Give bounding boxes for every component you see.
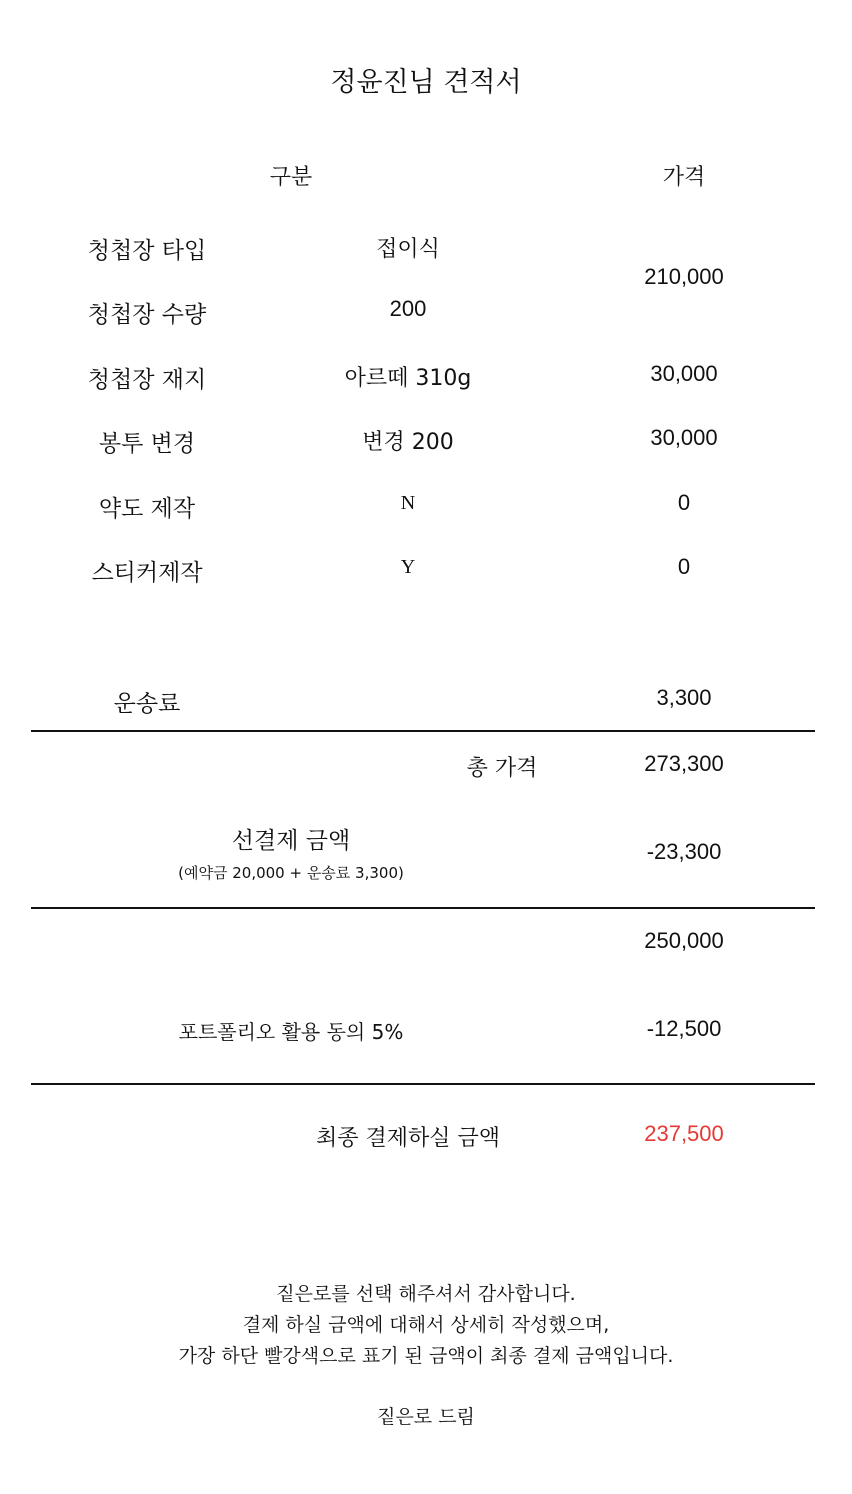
item-label-invitation-quantity: 청첩장 수량 [87, 302, 207, 328]
page-title: 정윤진님 견적서 [330, 67, 522, 98]
prepayment-note: (예약금 20,000 + 운송료 3,300) [178, 864, 404, 882]
header-price: 가격 [662, 165, 706, 190]
item-label-invitation-type: 청첩장 타입 [87, 238, 207, 264]
prepayment-price: -23,300 [646, 839, 722, 864]
divider-1 [31, 730, 815, 732]
item-label-envelope: 봉투 변경 [98, 431, 196, 457]
portfolio-price: -12,500 [646, 1016, 722, 1041]
subtotal-price: 250,000 [644, 928, 724, 953]
item-price-sticker: 0 [677, 554, 691, 579]
item-label-sticker: 스티커제작 [91, 560, 203, 586]
message-line-1: 짙은로를 선택 해주셔서 감사합니다. [276, 1283, 576, 1305]
total-price: 273,300 [644, 751, 724, 776]
item-value-paper: 아르떼 310g [344, 366, 472, 391]
item-value-invitation-quantity: 200 [389, 296, 427, 321]
shipping-label: 운송료 [113, 691, 181, 717]
item-price-map: 0 [677, 490, 691, 515]
item-label-map: 약도 제작 [98, 496, 196, 522]
item-label-paper: 청첩장 재지 [87, 367, 207, 393]
item-value-invitation-type: 접이식 [376, 237, 440, 262]
final-price: 237,500 [644, 1121, 724, 1146]
item-price-envelope: 30,000 [650, 425, 718, 450]
signature: 짙은로 드림 [377, 1406, 475, 1428]
header-category: 구분 [269, 165, 313, 190]
shipping-price: 3,300 [656, 685, 712, 710]
message-line-2: 결제 하실 금액에 대해서 상세히 작성했으며, [242, 1314, 610, 1336]
divider-2 [31, 907, 815, 909]
prepayment-label: 선결제 금액 [231, 828, 351, 854]
item-value-envelope: 변경 200 [362, 430, 454, 455]
portfolio-label: 포트폴리오 활용 동의 5% [178, 1020, 404, 1044]
combined-price: 210,000 [644, 264, 724, 289]
message-line-3: 가장 하단 빨강색으로 표기 된 금액이 최종 결제 금액입니다. [178, 1345, 674, 1367]
final-label: 최종 결제하실 금액 [315, 1126, 501, 1151]
divider-3 [31, 1083, 815, 1085]
item-price-paper: 30,000 [650, 361, 718, 386]
total-label: 총 가격 [466, 756, 538, 781]
item-value-sticker: Y [400, 556, 416, 578]
item-value-map: N [400, 492, 416, 514]
